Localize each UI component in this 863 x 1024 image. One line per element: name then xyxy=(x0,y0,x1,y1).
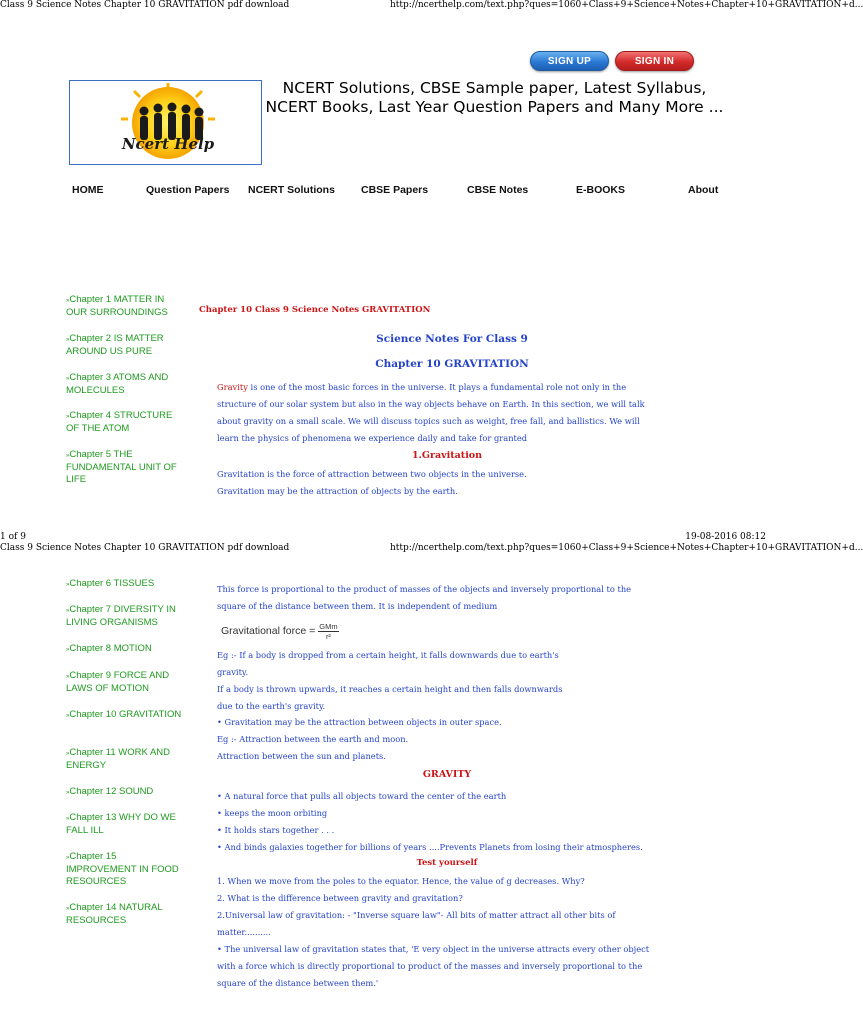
sidebar-chapter-6[interactable] xyxy=(66,578,184,591)
intro-text: is one of the most basic forces in the universe. It plays a fundamental role not only in the xyxy=(247,382,627,392)
gravity-point: • It holds stars together . . . xyxy=(217,825,335,835)
sidebar-chapter-13[interactable] xyxy=(66,812,184,837)
sidebar-chapter-11[interactable] xyxy=(66,747,184,772)
breadcrumb: Chapter 10 Class 9 Science Notes GRAVITATION xyxy=(199,305,431,315)
body-line: This force is proportional to the product of masses of the objects and inversely proportional to the xyxy=(217,584,632,594)
sidebar-chapter-link[interactable]: Chapter 8 MOTION xyxy=(69,643,152,654)
formula-label: Gravitational force = xyxy=(221,625,316,637)
header-title: Class 9 Science Notes Chapter 10 GRAVITATION pdf download xyxy=(0,543,290,553)
footer-date: 19-08-2016 08:12 xyxy=(685,532,766,542)
nav-home[interactable]: HOME xyxy=(72,184,104,196)
sidebar-chapter-link[interactable]: Chapter 1 MATTER IN OUR SURROUNDINGS xyxy=(66,294,168,318)
formula-numerator: GMm xyxy=(319,621,338,631)
gravitation-formula xyxy=(221,619,339,643)
nav-cbse-notes[interactable]: CBSE Notes xyxy=(467,184,529,196)
sidebar-chapter-link[interactable]: Chapter 14 NATURAL RESOURCES xyxy=(66,902,163,926)
section-line: Gravitation may be the attraction of objects by the earth. xyxy=(217,486,458,496)
site-logo[interactable] xyxy=(69,80,262,165)
bullet-icon: » xyxy=(66,608,70,614)
bullet-icon: » xyxy=(66,337,70,343)
sidebar-chapter-link[interactable]: Chapter 5 THE FUNDAMENTAL UNIT OF LIFE xyxy=(66,449,177,485)
sidebar-chapter-7[interactable] xyxy=(66,604,184,629)
bullet-icon: » xyxy=(66,713,70,719)
bullet-icon: » xyxy=(66,674,70,680)
sign-in-button[interactable]: SIGN IN xyxy=(615,51,694,71)
body-line: square of the distance between them. It is independent of medium xyxy=(217,601,498,611)
header-url: http://ncerthelp.com/text.php?ques=1060+Class+9+Science+Notes+Chapter+10+GRAVITATION+d... xyxy=(390,0,863,10)
sidebar-chapter-link[interactable]: Chapter 9 FORCE AND LAWS OF MOTION xyxy=(66,670,170,694)
bullet-icon: » xyxy=(66,751,70,757)
nav-e-books[interactable]: E-BOOKS xyxy=(576,184,626,196)
gravity-point: • keeps the moon orbiting xyxy=(217,808,328,818)
sidebar-chapter-link[interactable]: Chapter 10 GRAVITATION xyxy=(69,709,182,720)
test-line: 1. When we move from the poles to the equator. Hence, the value of g decreases. Why? xyxy=(217,876,585,886)
sidebar-chapter-link[interactable]: Chapter 12 SOUND xyxy=(69,786,154,797)
example-line: due to the earth's gravity. xyxy=(217,701,326,711)
sidebar-chapter-link[interactable]: Chapter 6 TISSUES xyxy=(69,578,155,589)
sidebar-chapter-link[interactable]: Chapter 11 WORK AND ENERGY xyxy=(66,747,171,771)
gravity-point: • A natural force that pulls all objects toward the center of the earth xyxy=(217,791,507,801)
sidebar-chapter-4[interactable] xyxy=(66,410,184,435)
section-heading: 1.Gravitation xyxy=(411,450,483,461)
logo-text: Ncert Help xyxy=(121,135,215,153)
example-line: Eg :- If a body is dropped from a certain height, it falls downwards due to earth's xyxy=(217,650,559,660)
bullet-icon: » xyxy=(66,790,70,796)
intro-line: about gravity on a small scale. We will discuss topics such as weight, free fall, and ballistics. We will xyxy=(217,416,640,426)
intro-line xyxy=(217,382,626,392)
test-line: 2. What is the difference between gravity and gravitation? xyxy=(217,893,463,903)
header-url: http://ncerthelp.com/text.php?ques=1060+Class+9+Science+Notes+Chapter+10+GRAVITATION+d... xyxy=(390,543,863,553)
nav-ncert-solutions[interactable]: NCERT Solutions xyxy=(248,184,335,196)
site-tagline: NCERT Solutions, CBSE Sample paper, Latest Syllabus, NCERT Books, Last Year Question Papers and Many More ... xyxy=(265,79,724,116)
sidebar-chapter-link[interactable]: Chapter 4 STRUCTURE OF THE ATOM xyxy=(66,410,173,434)
test-line: • The universal law of gravitation states that, 'E very object in the universe attracts every other object xyxy=(217,944,650,954)
sidebar-chapter-link[interactable]: Chapter 13 WHY DO WE FALL ILL xyxy=(66,812,176,836)
bullet-icon: » xyxy=(66,376,70,382)
test-line: matter.......... xyxy=(217,927,271,937)
example-line: gravity. xyxy=(217,667,249,677)
section-line: Gravitation is the force of attraction between two objects in the universe. xyxy=(217,469,527,479)
bullet-icon: » xyxy=(66,855,70,861)
footer-page-number: 1 of 9 xyxy=(0,532,26,542)
example-line: • Gravitation may be the attraction between objects in outer space. xyxy=(217,717,502,727)
bullet-icon: » xyxy=(66,647,70,653)
sidebar-chapter-3[interactable] xyxy=(66,372,184,397)
sidebar-chapter-15[interactable] xyxy=(66,851,184,888)
bullet-icon: » xyxy=(66,906,70,912)
test-line: 2.Universal law of gravitation: - "Inverse square law"- All bits of matter attract all other bits of xyxy=(217,910,616,920)
test-line: square of the distance between them.' xyxy=(217,978,379,988)
bullet-icon: » xyxy=(66,816,70,822)
sidebar-chapter-14[interactable] xyxy=(66,902,184,927)
header-title: Class 9 Science Notes Chapter 10 GRAVITATION pdf download xyxy=(0,0,290,10)
test-line: with a force which is directly proportional to product of the masses and inversely proportional to the xyxy=(217,961,643,971)
sidebar-chapter-9[interactable] xyxy=(66,670,184,695)
sidebar-chapter-1[interactable] xyxy=(66,294,184,319)
test-heading: Test yourself xyxy=(416,858,478,868)
nav-cbse-papers[interactable]: CBSE Papers xyxy=(361,184,429,196)
sidebar-chapter-link[interactable]: Chapter 7 DIVERSITY IN LIVING ORGANISMS xyxy=(66,604,176,628)
sidebar-chapter-12[interactable] xyxy=(66,786,184,799)
nav-about[interactable]: About xyxy=(688,184,719,196)
sign-up-button[interactable]: SIGN UP xyxy=(530,51,609,71)
intro-line: structure of our solar system but also in the way objects behave on Earth. In this section, we will talk xyxy=(217,399,645,409)
intro-line: learn the physics of phenomena we experience daily and take for granted xyxy=(217,433,528,443)
example-line: Eg :- Attraction between the earth and moon. xyxy=(217,734,409,744)
page-title: Science Notes For Class 9 xyxy=(376,333,528,345)
example-line: If a body is thrown upwards, it reaches a certain height and then falls downwards xyxy=(217,684,563,694)
formula-denominator: r² xyxy=(325,631,331,641)
gravity-point: • And binds galaxies together for billions of years ....Prevents Planets from losing their atmospheres. xyxy=(217,842,643,852)
example-line: Attraction between the sun and planets. xyxy=(217,751,386,761)
sidebar-chapter-link[interactable]: Chapter 2 IS MATTER AROUND US PURE xyxy=(66,333,164,357)
nav-question-papers[interactable]: Question Papers xyxy=(146,184,230,196)
bullet-icon: » xyxy=(66,298,70,304)
formula-fraction xyxy=(318,622,338,641)
sidebar-chapter-2[interactable] xyxy=(66,333,184,358)
sidebar-chapter-8[interactable] xyxy=(66,643,184,656)
bullet-icon: » xyxy=(66,453,70,459)
bullet-icon: » xyxy=(66,414,70,420)
sidebar-chapter-10[interactable] xyxy=(66,709,184,722)
page-subtitle: Chapter 10 GRAVITATION xyxy=(375,358,529,370)
sidebar-chapter-5[interactable] xyxy=(66,449,184,486)
bullet-icon: » xyxy=(66,582,70,588)
logo-graphic xyxy=(70,81,263,166)
intro-keyword: Gravity xyxy=(217,382,248,392)
gravity-heading: GRAVITY xyxy=(422,769,472,780)
sidebar-chapter-link[interactable]: Chapter 3 ATOMS AND MOLECULES xyxy=(66,372,169,396)
sidebar-chapter-link[interactable]: Chapter 15 IMPROVEMENT IN FOOD RESOURCES xyxy=(66,851,179,887)
